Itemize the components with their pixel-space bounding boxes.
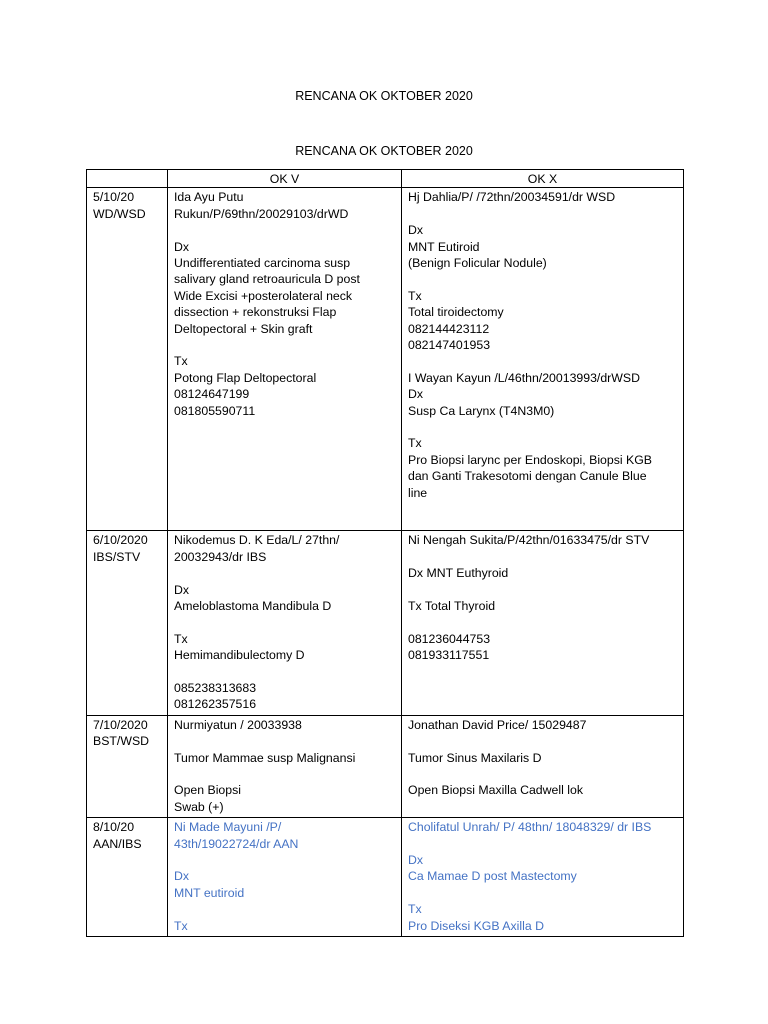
cell-text-line: Hemimandibulectomy D bbox=[174, 648, 305, 663]
cell-text-line: dan Ganti Trakesotomi dengan Canule Blue bbox=[408, 469, 647, 484]
cell-text-line bbox=[408, 766, 677, 782]
cell-text-line: line bbox=[408, 485, 428, 500]
cell-text-line bbox=[174, 733, 395, 749]
surgery-schedule-table bbox=[86, 169, 684, 937]
document-title: RENCANA OK OKTOBER 2020 bbox=[295, 89, 473, 103]
date-cell bbox=[87, 188, 168, 531]
cell-text-line: Dx bbox=[408, 223, 424, 238]
cell-text-line: Pro Diseksi KGB Axilla D bbox=[408, 918, 544, 933]
cell-text-line: 5/10/20 bbox=[93, 190, 135, 205]
cell-text-line: salivary gland retroauricula D post bbox=[174, 272, 360, 287]
cell-text-line: MNT eutiroid bbox=[174, 885, 245, 900]
column-header-ok-x: OK X bbox=[402, 170, 684, 188]
cell-text-line: (Benign Folicular Nodule) bbox=[408, 256, 547, 271]
cell-text-line bbox=[174, 337, 395, 353]
cell-text-line: Tx bbox=[408, 288, 422, 303]
cell-text-line: Ca Mamae D post Mastectomy bbox=[408, 869, 577, 884]
cell-text-line: 7/10/2020 bbox=[93, 717, 148, 732]
date-cell bbox=[87, 715, 168, 817]
cell-text-line: dissection + rekonstruksi Flap bbox=[174, 305, 337, 320]
table-row bbox=[87, 715, 684, 817]
cell-text-line: Ameloblastoma Mandibula D bbox=[174, 599, 332, 614]
cell-text-line: Tx bbox=[174, 918, 188, 933]
cell-text-line: 8/10/20 bbox=[93, 820, 135, 835]
ok-v-cell bbox=[168, 531, 402, 715]
cell-text-line: Open Biopsi Maxilla Cadwell lok bbox=[408, 783, 583, 798]
ok-x-cell bbox=[402, 531, 684, 715]
ok-x-cell bbox=[402, 188, 684, 531]
cell-text-line bbox=[408, 733, 677, 749]
cell-text-line: WD/WSD bbox=[93, 206, 146, 221]
cell-text-line: 43th/19022724/dr AAN bbox=[174, 836, 299, 851]
ok-x-cell bbox=[402, 818, 684, 937]
cell-text-line bbox=[408, 582, 677, 598]
cell-text-line bbox=[408, 614, 677, 630]
cell-text-line: 6/10/2020 bbox=[93, 533, 148, 548]
ok-x-cell bbox=[402, 715, 684, 817]
cell-text-line: Undifferentiated carcinoma susp bbox=[174, 256, 351, 271]
cell-text-line: Deltopectoral + Skin graft bbox=[174, 321, 313, 336]
cell-text-line: Nikodemus D. K Eda/L/ 27thn/ bbox=[174, 533, 340, 548]
cell-text-line: Pro Biopsi larync per Endoskopi, Biopsi KGB bbox=[408, 452, 653, 467]
cell-text-line: 081933117551 bbox=[408, 648, 490, 663]
cell-text-line: Jonathan David Price/ 15029487 bbox=[408, 717, 587, 732]
cell-text-line: Tumor Sinus Maxilaris D bbox=[408, 750, 542, 765]
cell-text-line: Dx bbox=[174, 869, 190, 884]
cell-text-line bbox=[408, 419, 677, 435]
cell-text-line: Susp Ca Larynx (T4N3M0) bbox=[408, 403, 555, 418]
cell-text-line: Dx bbox=[174, 239, 190, 254]
cell-text-line: Nurmiyatun / 20033938 bbox=[174, 717, 302, 732]
cell-text-line: Dx bbox=[174, 582, 190, 597]
cell-text-line: Swab (+) bbox=[174, 799, 224, 814]
cell-text-line: Dx bbox=[408, 387, 424, 402]
cell-text-line: 082147401953 bbox=[408, 338, 491, 353]
table-header-row bbox=[87, 170, 684, 188]
cell-text-line: 08124647199 bbox=[174, 387, 250, 402]
cell-text-line: Potong Flap Deltopectoral bbox=[174, 370, 317, 385]
cell-text-line: Hj Dahlia/P/ /72thn/20034591/dr WSD bbox=[408, 190, 616, 205]
cell-text-line: Ni Nengah Sukita/P/42thn/01633475/dr STV bbox=[408, 533, 650, 548]
cell-text-line bbox=[174, 565, 395, 581]
cell-text-line: Dx bbox=[408, 853, 424, 868]
cell-text-line: AAN/IBS bbox=[93, 836, 142, 851]
table-title: RENCANA OK OKTOBER 2020 bbox=[295, 144, 473, 158]
cell-text-line: Ida Ayu Putu bbox=[174, 190, 244, 205]
ok-v-cell bbox=[168, 188, 402, 531]
cell-text-line bbox=[408, 549, 677, 565]
cell-text-line: Dx MNT Euthyroid bbox=[408, 566, 509, 581]
table-row bbox=[87, 818, 684, 937]
table-row bbox=[87, 531, 684, 715]
cell-text-line: Tx Total Thyroid bbox=[408, 599, 496, 613]
cell-text-line bbox=[408, 885, 677, 901]
ok-v-cell bbox=[168, 818, 402, 937]
cell-text-line: Rukun/P/69thn/20029103/drWD bbox=[174, 206, 349, 221]
cell-text-line: MNT Eutiroid bbox=[408, 239, 480, 254]
cell-text-line: 082144423112 bbox=[408, 321, 490, 336]
cell-text-line: Tx bbox=[174, 354, 188, 369]
cell-text-line: Total tiroidectomy bbox=[408, 305, 504, 320]
cell-text-line bbox=[174, 222, 395, 238]
column-header-ok-v: OK V bbox=[168, 170, 402, 188]
cell-text-line: Tx bbox=[408, 902, 422, 917]
cell-text-line bbox=[408, 836, 677, 852]
cell-text-line bbox=[408, 271, 677, 287]
cell-text-line bbox=[174, 901, 395, 917]
cell-text-line: Ni Made Mayuni /P/ bbox=[174, 820, 282, 835]
cell-text-line: IBS/STV bbox=[93, 549, 141, 564]
table-row bbox=[87, 188, 684, 531]
cell-text-line: Tx bbox=[174, 631, 188, 646]
date-cell bbox=[87, 818, 168, 937]
cell-text-line: 081236044753 bbox=[408, 631, 491, 646]
cell-text-line: 085238313683 bbox=[174, 681, 257, 696]
ok-v-cell bbox=[168, 715, 402, 817]
cell-text-line bbox=[174, 614, 395, 630]
cell-text-line: BST/WSD bbox=[93, 734, 150, 749]
cell-text-line: I Wayan Kayun /L/46thn/20013993/drWSD bbox=[408, 370, 640, 385]
cell-text-line: 081262357516 bbox=[174, 697, 257, 712]
cell-text-line: Cholifatul Unrah/ P/ 48thn/ 18048329/ dr IBS bbox=[408, 820, 652, 835]
cell-text-line bbox=[408, 353, 677, 369]
date-cell bbox=[87, 531, 168, 715]
cell-text-line bbox=[174, 766, 395, 782]
cell-text-line bbox=[174, 852, 395, 868]
cell-text-line: Open Biopsi bbox=[174, 783, 241, 798]
column-header-date bbox=[87, 170, 168, 188]
cell-text-line: 20032943/dr IBS bbox=[174, 549, 267, 564]
cell-text-line: 081805590711 bbox=[174, 403, 256, 418]
cell-text-line bbox=[408, 206, 677, 222]
cell-text-line bbox=[174, 664, 395, 680]
cell-text-line: Tx bbox=[408, 436, 422, 451]
cell-text-line: Wide Excisi +posterolateral neck bbox=[174, 288, 353, 303]
cell-text-line: Tumor Mammae susp Malignansi bbox=[174, 750, 356, 765]
